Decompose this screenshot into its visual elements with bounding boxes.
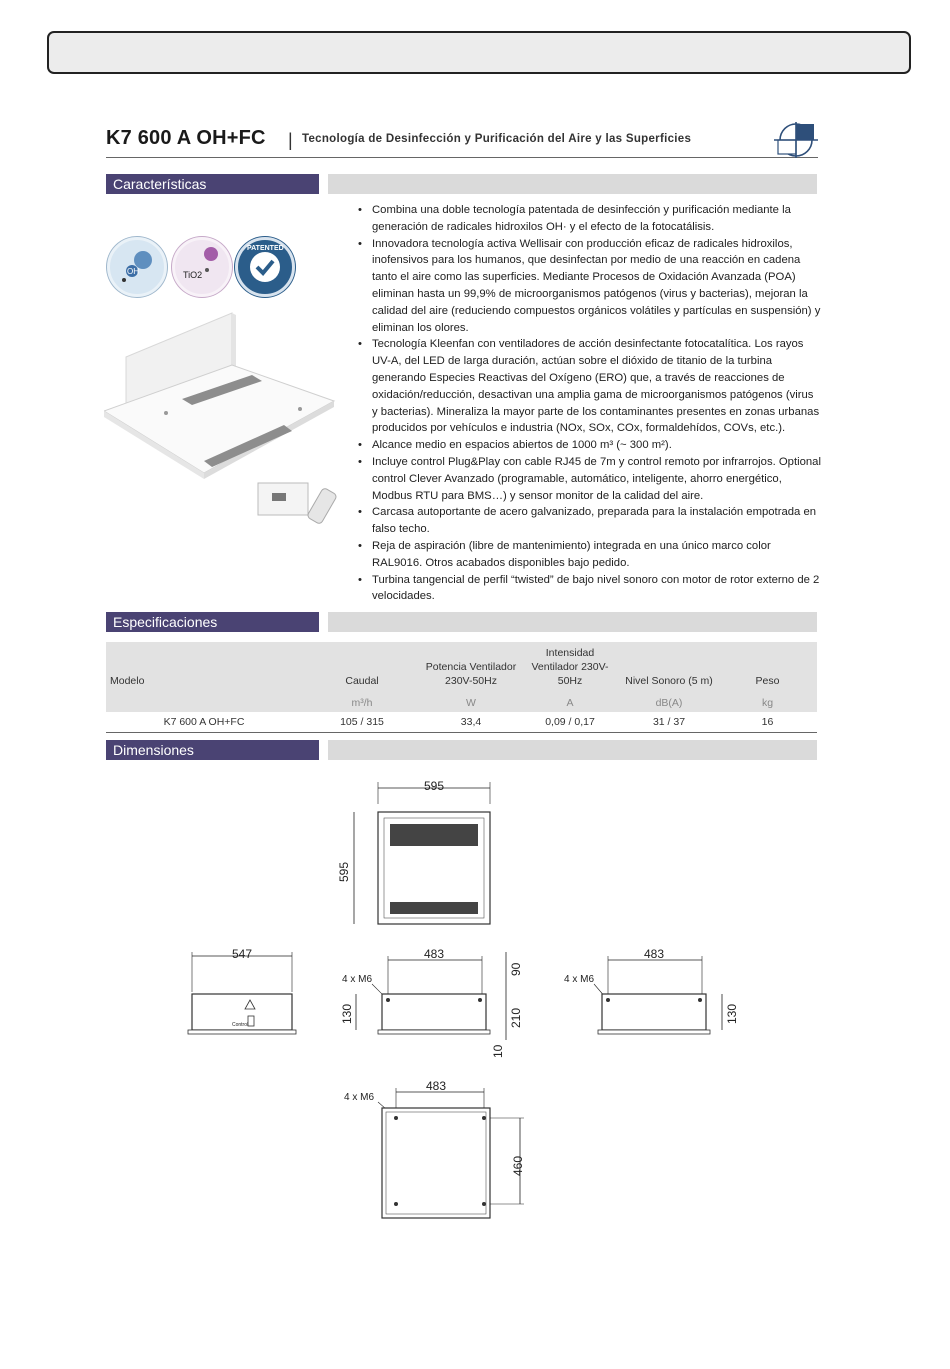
flow-cell: 105 / 315 [302, 712, 422, 733]
column-header: Peso [718, 642, 817, 694]
product-image [104, 305, 340, 535]
title-separator: | [288, 130, 293, 150]
dim-bottom-depth: 460 [511, 1155, 525, 1176]
header-rule [106, 157, 818, 158]
section-title-specs: Especificaciones [106, 612, 319, 632]
dim-front-width: 547 [232, 947, 253, 961]
unit-cell: dB(A) [620, 694, 718, 712]
features-list [356, 202, 822, 605]
bottom-view-drawing [338, 1076, 538, 1222]
feature-item: • Alcance medio en espacios abiertos de 1000 m³ (~ 300 m²). [356, 437, 822, 454]
dim-side-width: 483 [424, 947, 445, 961]
dim-side-total: 210 [509, 1007, 523, 1028]
patented-label: PATENTED [247, 245, 284, 252]
model-cell: K7 600 A OH+FC [106, 712, 302, 733]
column-header: Caudal [302, 642, 422, 694]
top-frame [47, 31, 911, 74]
bolt-label-right: 4 x M6 [564, 974, 595, 985]
feature-item: • Tecnología Kleenfan con ventiladores de acción desinfectante fotocatalítica. Los rayos UV-A, del LED de larga duración, actúan sobre el dióxido de titanio de la turbina generando Especies Reactivas del Oxígeno (ERO) que, a través de reacciones de oxidación/reducción, desactivan una amplia gama de microorganismos patógenos (virus y bacterias). Mineraliza la mayor parte de los contaminantes presentes en zonas urbanas producidos por vehículos e industria (NOx, SOx, COx, formaldehídos, COVs, etc.). [356, 336, 822, 437]
spec-header-row [106, 642, 817, 694]
section-fill [328, 174, 817, 194]
top-view-drawing [336, 774, 506, 930]
dim-top-width: 595 [424, 779, 445, 793]
spec-table [106, 642, 817, 733]
unit-cell: kg [718, 694, 817, 712]
current-cell: 0,09 / 0,17 [520, 712, 620, 733]
column-header: Modelo [106, 642, 302, 694]
bolt-label: 4 x M6 [342, 974, 373, 985]
right-view-drawing [562, 944, 742, 1040]
unit-cell: W [422, 694, 520, 712]
column-header: Nivel Sonoro (5 m) [620, 642, 718, 694]
dim-right-height: 130 [725, 1003, 739, 1024]
feature-item: • Turbina tangencial de perfil “twisted” de bajo nivel sonoro con motor de rotor externo de 2 velocidades. [356, 572, 822, 606]
patented-icon [235, 237, 295, 297]
section-bar-features [106, 174, 817, 194]
section-bar-dimensions [106, 740, 817, 760]
dim-bottom-width: 483 [426, 1079, 447, 1093]
tio2-label: TiO2 [183, 270, 203, 280]
column-header: Intensidad Ventilador 230V-50Hz [520, 642, 620, 694]
brand-logo-icon [774, 122, 818, 158]
dim-side-top: 90 [509, 962, 523, 976]
tio2-icon [172, 237, 232, 297]
hydroxyl-icon [107, 237, 167, 297]
header [106, 122, 818, 160]
unit-cell: A [520, 694, 620, 712]
front-view-drawing [186, 944, 302, 1040]
dim-side-bottom: 10 [491, 1044, 505, 1058]
table-row [106, 712, 817, 733]
feature-item: • Combina una doble tecnología patentada de desinfección y purificación mediante la generación de radicales hidroxilos OH· y el efecto de la fotocatálisis. [356, 202, 822, 236]
feature-item: • Reja de aspiración (libre de mantenimiento) integrada en una único marco color RAL9016. Otros acabados disponibles bajo pedido. [356, 538, 822, 572]
side-view-drawing [338, 944, 524, 1062]
model-title: K7 600 A OH+FC [106, 127, 266, 149]
feature-item: • Carcasa autoportante de acero galvanizado, preparada para la instalación empotrada en falso techo. [356, 504, 822, 538]
noise-cell: 31 / 37 [620, 712, 718, 733]
power-cell: 33,4 [422, 712, 520, 733]
unit-cell: m³/h [302, 694, 422, 712]
dim-top-depth: 595 [337, 861, 351, 882]
section-title-features: Características [106, 174, 319, 194]
section-fill [328, 740, 817, 760]
feature-item: • Incluye control Plug&Play con cable RJ45 de 7m y control remoto por infrarrojos. Optional control Clever Avanzado (programable, automático, inteligente, ahorro energético, Modbus RTU para BMS…) y sensor monitor de la calidad del aire. [356, 454, 822, 504]
section-title-dimensions: Dimensiones [106, 740, 319, 760]
unit-cell [106, 694, 302, 712]
dim-right-width: 483 [644, 947, 665, 961]
weight-cell: 16 [718, 712, 817, 733]
front-control-label: Control [232, 1022, 249, 1028]
column-header: Potencia Ventilador 230V-50Hz [422, 642, 520, 694]
section-bar-specs [106, 612, 817, 632]
subtitle: Tecnología de Desinfección y Purificación del Aire y las Superficies [302, 133, 692, 145]
bolt-label-bottom: 4 x M6 [344, 1092, 375, 1103]
dim-side-height: 130 [340, 1003, 354, 1024]
feature-item: • Innovadora tecnología activa Wellisair con producción eficaz de radicales hidroxilos, inofensivos para los humanos, que desinfectan por medio de una reacción en cadena tanto el aire como las superficies. Mediante Procesos de Oxidación Avanzada (POA) eliminan hasta un 99,9% de microorganismos patógenos (virus y bacterias), mejoran la calidad del aire (reduciendo compuestos orgánicos volátiles y partículas en suspensión) y eliminan los olores. [356, 236, 822, 337]
oh-label: OH [127, 267, 139, 276]
spec-units-row [106, 694, 817, 712]
section-fill [328, 612, 817, 632]
